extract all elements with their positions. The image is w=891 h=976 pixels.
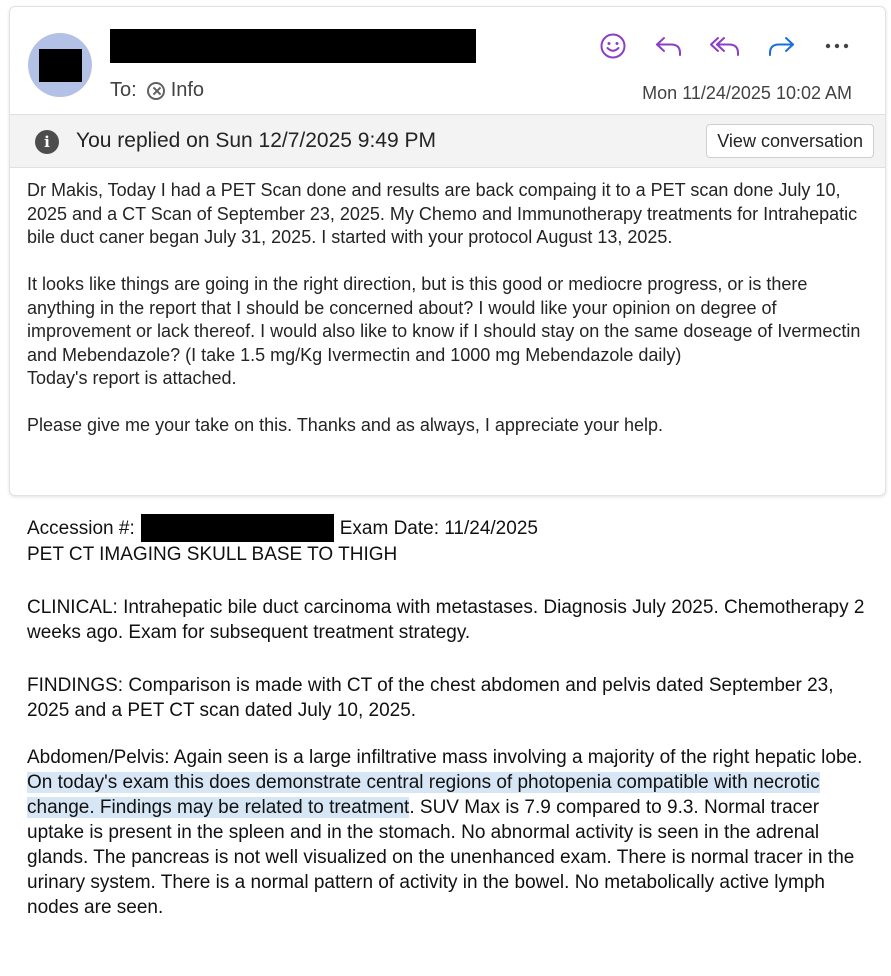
recipient-status-icon (147, 82, 165, 100)
reply-button[interactable] (651, 29, 687, 63)
avatar-redaction (39, 49, 82, 82)
report-title: PET CT IMAGING SKULL BASE TO THIGH (27, 544, 398, 565)
highlighted-text: On today's exam this does demonstrate central regions of photopenia compatible with necrotic change. Findings may be related to treatment (27, 772, 820, 818)
findings-section: FINDINGS: Comparison is made with CT of the chest abdomen and pelvis dated September 23, 2025 and a PET CT scan dated July 10, 2025. (27, 675, 834, 721)
replied-info-bar (10, 114, 886, 168)
accession-label: Accession #: (27, 517, 135, 539)
message-timestamp: Mon 11/24/2025 10:02 AM (642, 83, 852, 103)
forward-icon (766, 33, 796, 59)
reaction-button[interactable] (595, 29, 631, 63)
email-paragraph: Today's report is attached. (27, 368, 237, 388)
to-label: To: (110, 79, 137, 101)
email-paragraph: Please give me your take on this. Thanks and as always, I appreciate your help. (27, 415, 664, 435)
reply-all-icon (709, 33, 741, 59)
to-line (110, 79, 204, 102)
accession-row (27, 514, 867, 542)
email-body (27, 179, 877, 438)
accession-redaction (141, 514, 334, 542)
message-toolbar (595, 29, 855, 63)
abdomen-text: Abdomen/Pelvis: Again seen is a large infiltrative mass involving a majority of the right hepatic lobe. (27, 747, 863, 768)
info-icon: i (35, 130, 59, 154)
abdomen-text-continued: . SUV Max is 7.9 compared to 9.3. Normal tracer uptake is present in the spleen and in the stomach. No abnormal activity is seen in the adrenal glands. The pancreas is not well visualized on the unenhanced exam. There is normal tracer in the urinary system. There is a normal pattern of activity in the bowel. No metabolically active lymph nodes are seen. (27, 797, 855, 918)
smiley-icon (599, 32, 627, 60)
clinical-section: CLINICAL: Intrahepatic bile duct carcinoma with metastases. Diagnosis July 2025. Chemotherapy 2 weeks ago. Exam for subsequent treatment strategy. (27, 597, 865, 643)
more-actions-button[interactable] (819, 29, 855, 63)
replied-info-text: You replied on Sun 12/7/2025 9:49 PM (76, 129, 437, 152)
abdomen-pelvis-section (27, 745, 867, 920)
email-reading-pane (9, 6, 886, 496)
reply-all-button[interactable] (707, 29, 743, 63)
more-icon (824, 42, 850, 50)
exam-date: Exam Date: 11/24/2025 (339, 517, 538, 539)
email-paragraph: It looks like things are going in the right direction, but is this good or mediocre progress, or is there anything in the report that I should be concerned about? I would like your opinion on degree of improvement or lack thereof. I would also like to know if I should stay on the same doseage of Ivermectin and Mebendazole? (I take 1.5 mg/Kg Ivermectin and 1000 mg Mebendazole daily) (27, 274, 861, 365)
recipient-chip[interactable] (147, 79, 204, 102)
forward-button[interactable] (763, 29, 799, 63)
sender-avatar[interactable] (28, 33, 92, 97)
attached-report-image (27, 514, 867, 920)
recipient-name: Info (170, 79, 205, 101)
reply-icon (654, 33, 684, 59)
email-paragraph: Dr Makis, Today I had a PET Scan done and results are back compaing it to a PET scan done July 10, 2025 and a CT Scan of September 23, 2025. My Chemo and Immunotherapy treatments for Intrahepatic bile duct caner began July 31, 2025. I started with your protocol August 13, 2025. (27, 180, 858, 247)
sender-name-redaction (110, 29, 476, 63)
view-conversation-button[interactable]: View conversation (706, 124, 874, 158)
